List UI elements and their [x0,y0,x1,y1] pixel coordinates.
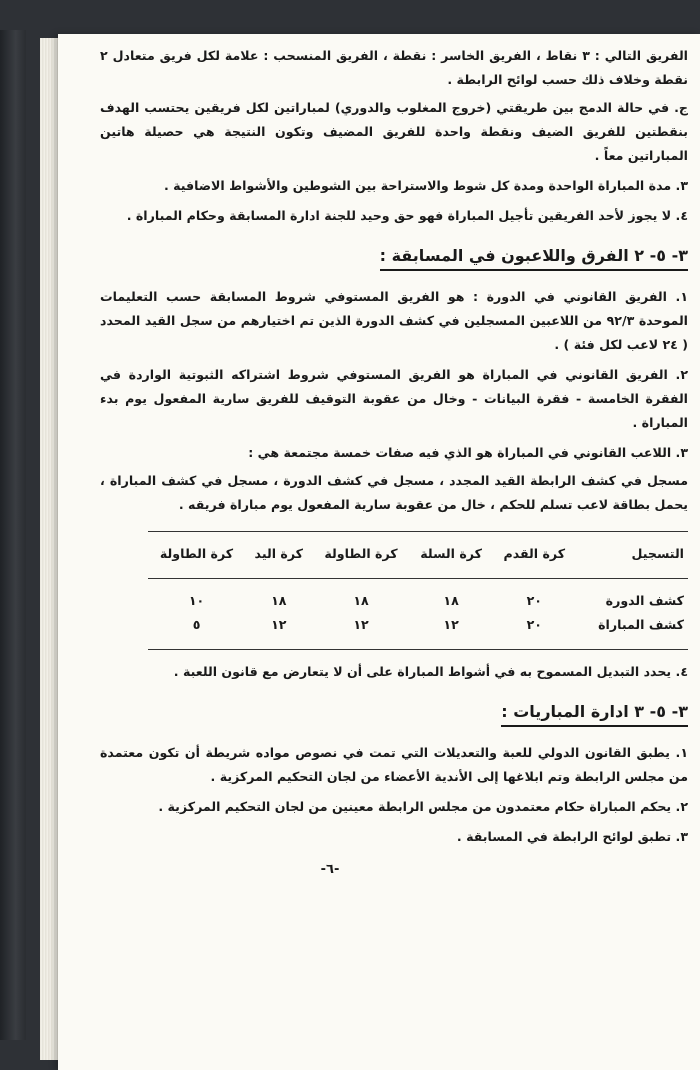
teams-item-2: ٢. الفريق القانوني في المباراة هو الفريق المستوفي شروط اشتراكه الثبوتية الواردة في الفقرة الخامسة - فقرة البيانات - وخال من عقوبة التوقيف للفريق سارية المفعول يوم بدء المباراة . [100,367,688,430]
book-binding [0,30,26,1040]
registration-table [148,531,688,650]
table-header-row [148,532,688,579]
header-basketball: كرة السلة [410,532,493,579]
management-item-1: ١. يطبق القانون الدولي للعبة والتعديلات التي تمت في نصوص مواده شريطة أن تكون معتمدة من مجلس الرابطة وتم ابلاغها إلى الأندية الأعضاء من لجان التحكيم المركزية . [100,745,688,784]
section-title-match-management: ٣- ٥- ٣ ادارة المباريات : [501,700,688,727]
intro-item-4: ٤. لا يجوز لأحد الفريقين تأجيل المباراة فهو حق وحيد للجنة ادارة المسابقة وحكام المباراة . [126,208,688,223]
management-item-3: ٣. تطبق لوائح الرابطة في المسابقة . [456,829,688,844]
header-handball: كرة اليد [245,532,312,579]
table-cell: ١٢ [410,613,493,650]
management-item-2: ٢. يحكم المباراة حكام معتمدون من مجلس الرابطة معينين من لجان التحكيم المركزية . [158,799,688,814]
teams-item-3: ٣. اللاعب القانوني في المباراة هو الذي فيه صفات خمسة مجتمعة هي : [248,445,688,460]
page-number: -٦- [320,862,340,877]
table-cell: ٥ [148,613,245,650]
header-table-ball-2: كرة الطاولة [148,532,245,579]
header-registration: التسجيل [576,532,688,579]
table-row [148,579,688,614]
page-content [100,44,688,855]
table-row [148,613,688,650]
table-cell: ١٠ [188,593,205,608]
table-cell: ١٨ [271,593,287,608]
teams-item-1: ١. الفريق القانوني في الدورة : هو الفريق المستوفي شروط المسابقة حسب التعليمات الموحدة ٩٢/٣ من اللاعبين المسجلين في كشف الدورة الذين تم اختيارهم من سجل القيد المحدد ( ٢٤ لاعب لكل فئة ) . [100,289,688,352]
intro-points-line: الفريق التالي : ٣ نقاط ، الفريق الخاسر : نقطة ، الفريق المنسحب : علامة لكل فريق متعادل ٢ نقطة وخلاف ذلك حسب لوائح الرابطة . [100,48,688,87]
table-cell: ١٨ [353,593,369,608]
header-football: كرة القدم [493,532,576,579]
table-cell: ٢٠ [493,613,576,650]
table-cell: كشف الدورة [605,593,684,608]
table-cell: ٢٠ [526,593,542,608]
intro-item-3: ٣. مدة المباراة الواحدة ومدة كل شوط والاستراحة بين الشوطين والأشواط الاضافية . [163,178,688,193]
table-cell: ١٢ [245,613,312,650]
teams-item-3-detail: مسجل في كشف الرابطة القيد المجدد ، مسجل في كشف الدورة ، مسجل في كشف المباراة ، يحمل بطاقة لاعب تسلم للحكم ، خال من عقوبة سارية المفعول يوم مباراة فريقه . [100,473,688,512]
section-title-teams-players: ٣- ٥- ٢ الفرق واللاعبون في المسابقة : [380,244,688,271]
teams-item-4: ٤. يحدد التبديل المسموح به في أشواط المباراة على أن لا يتعارض مع قانون اللعبة . [173,664,688,679]
table-cell: ١٢ [313,613,410,650]
table-cell: كشف المباراة [576,613,688,650]
intro-item-c: ج. في حالة الدمج بين طريقتي (خروج المغلوب والدوري) لمباراتين لكل فريقين يحتسب الهدف بنقطتين للفريق الضيف ونقطة واحدة للفريق المضيف وتكون النتيجة هي حصيلة هاتين المباراتين معاً . [100,100,688,163]
header-table-ball: كرة الطاولة [313,532,410,579]
table-cell: ١٨ [443,593,459,608]
